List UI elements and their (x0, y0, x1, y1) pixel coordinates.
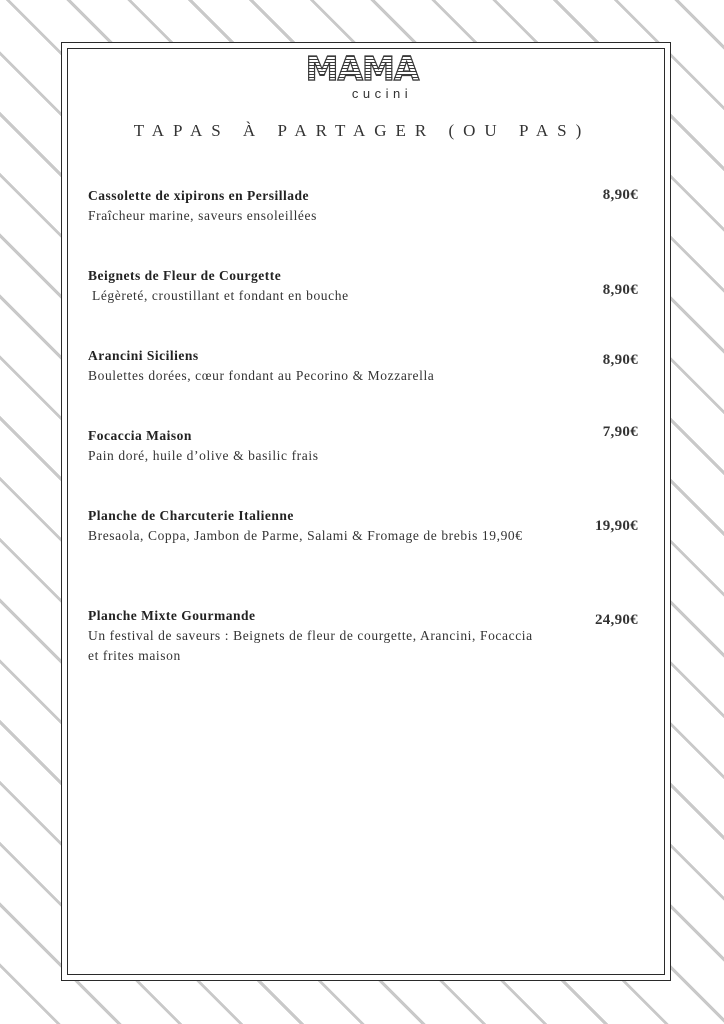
item-name: Planche Mixte Gourmande (88, 608, 256, 623)
menu-item (88, 266, 638, 306)
menu-item (88, 186, 638, 226)
brand-logo (0, 49, 724, 101)
item-price: 19,90€ (594, 518, 638, 534)
menu-item (88, 426, 638, 466)
item-description: Un festival de saveurs : Beignets de fleur de courgette, Arancini, Focaccia et frites maison (88, 628, 533, 663)
brand-subtitle: cucini (351, 86, 413, 101)
menu-item (88, 506, 638, 546)
menu-item (88, 346, 638, 386)
item-name: Planche de Charcuterie Italienne (88, 508, 294, 523)
item-price: 8,90€ (602, 282, 638, 298)
section-title: TAPAS À PARTAGER (OU PAS) (133, 121, 591, 140)
item-name: Beignets de Fleur de Courgette (88, 268, 282, 283)
item-price: 8,90€ (602, 352, 638, 368)
item-description: Bresaola, Coppa, Jambon de Parme, Salami & Fromage de brebis 19,90€ (88, 528, 523, 543)
item-price: 7,90€ (602, 424, 638, 440)
item-description: Légèreté, croustillant et fondant en bouche (88, 288, 349, 303)
item-name: Arancini Siciliens (88, 348, 199, 363)
item-description: Fraîcheur marine, saveurs ensoleillées (88, 208, 317, 223)
item-name: Focaccia Maison (88, 428, 192, 443)
item-description: Pain doré, huile d’olive & basilic frais (88, 448, 319, 463)
item-price: 8,90€ (602, 187, 638, 203)
item-name: Cassolette de xipirons en Persillade (88, 188, 309, 203)
brand-name: MAMA (305, 49, 419, 88)
menu-item (88, 606, 638, 666)
item-description: Boulettes dorées, cœur fondant au Pecorino & Mozzarella (88, 368, 435, 383)
item-price: 24,90€ (594, 612, 638, 628)
